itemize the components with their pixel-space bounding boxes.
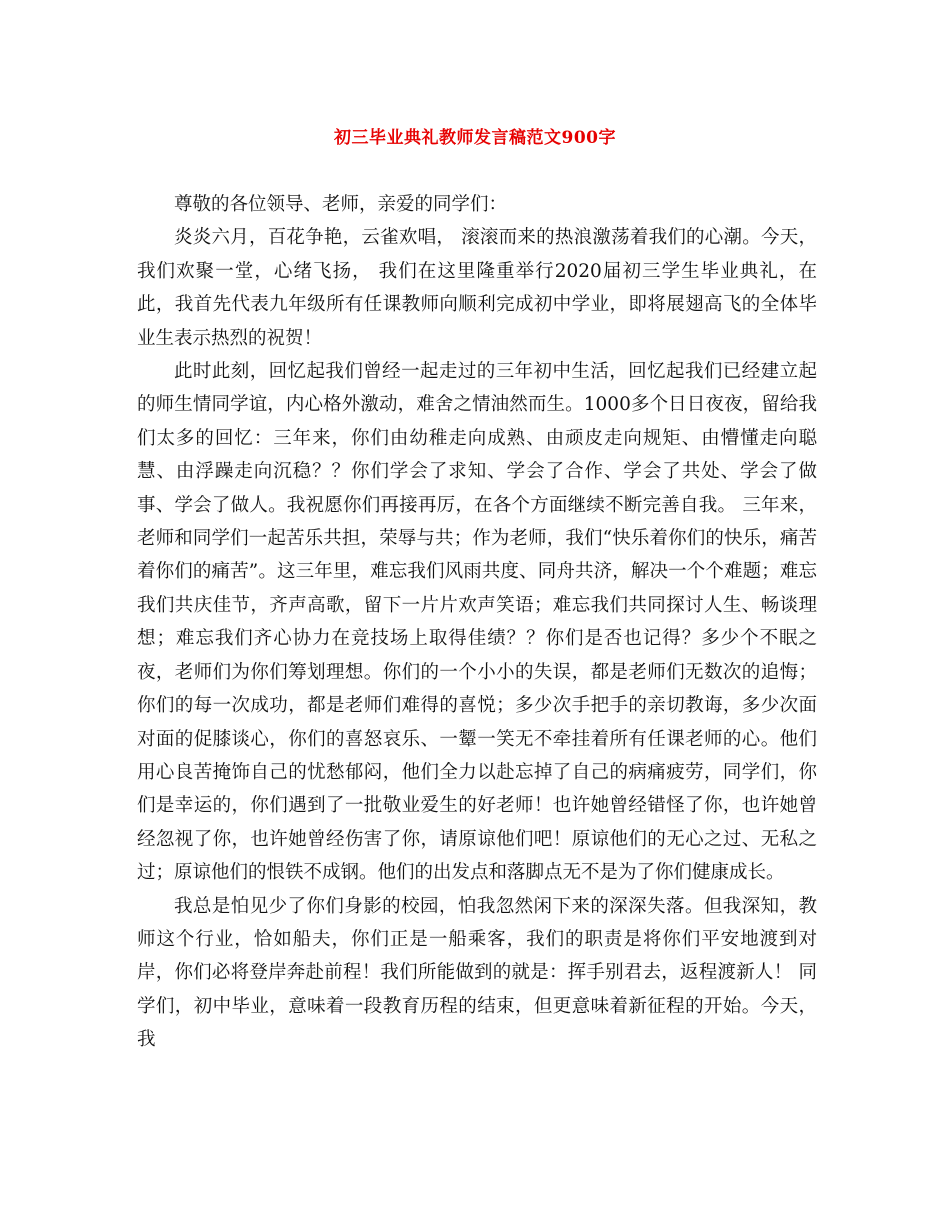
document-body (137, 188, 817, 1057)
paragraph-opening: 炎炎六月，百花争艳，云雀欢唱， 滚滚而来的热浪激荡着我们的心潮。今天，我们欢聚一堂，心绪飞扬， 我们在这里隆重举行2020届初三学生毕业典礼，在此，我首先代表九年级所有任课教师向顺利完成初中学业，即将展翅高飞的全体毕业生表示热烈的祝贺！ (137, 227, 817, 349)
paragraph-greeting: 尊敬的各位领导、老师，亲爱的同学们： (174, 194, 508, 215)
paragraph-memories: 此时此刻，回忆起我们曾经一起走过的三年初中生活，回忆起我们已经建立起的师生情同学谊，内心格外激动，难舍之情油然而生。1000多个日日夜夜，留给我们太多的回忆：三年来，你们由幼稚走向成熟、由顽皮走向规矩、由懵懂走向聪慧、由浮躁走向沉稳？？你们学会了求知、学会了合作、学会了共处、学会了做事、学会了做人。我祝愿你们再接再厉，在各个方面继续不断完善自我。 三年来，老师和同学们一起苦乐共担，荣辱与共；作为老师，我们“快乐着你们的快乐，痛苦着你们的痛苦”。这三年里，难忘我们风雨共度、同舟共济，解决一个个难题；难忘我们共庆佳节，齐声高歌，留下一片片欢声笑语；难忘我们共同探讨人生、畅谈理想；难忘我们齐心协力在竞技场上取得佳绩？？你们是否也记得？多少个不眠之夜，老师们为你们筹划理想。你们的一个小小的失误，都是老师们无数次的追悔；你们的每一次成功，都是老师们难得的喜悦；多少次手把手的亲切教诲，多少次面对面的促膝谈心，你们的喜怒哀乐、一颦一笑无不牵挂着所有任课老师的心。他们用心良苦掩饰自己的忧愁郁闷，他们全力以赴忘掉了自己的病痛疲劳，同学们，你们是幸运的，你们遇到了一批敬业爱生的好老师！也许她曾经错怪了你，也许她曾经忽视了你，也许她曾经伤害了你，请原谅他们吧！原谅他们的无心之过、无私之过；原谅他们的恨铁不成钢。他们的出发点和落脚点无不是为了你们健康成长。 (137, 361, 817, 884)
document-title: 初三毕业典礼教师发言稿范文900字 (334, 128, 616, 148)
paragraph-farewell: 我总是怕见少了你们身影的校园，怕我忽然闲下来的深深失落。但我深知，教师这个行业，恰如船夫，你们正是一船乘客，我们的职责是将你们平安地渡到对岸，你们必将登岸奔赴前程！我们所能做到的就是：挥手别君去，返程渡新人！ 同学们，初中毕业，意味着一段教育历程的结束，但更意味着新征程的开始。今天，我 (137, 895, 817, 1051)
